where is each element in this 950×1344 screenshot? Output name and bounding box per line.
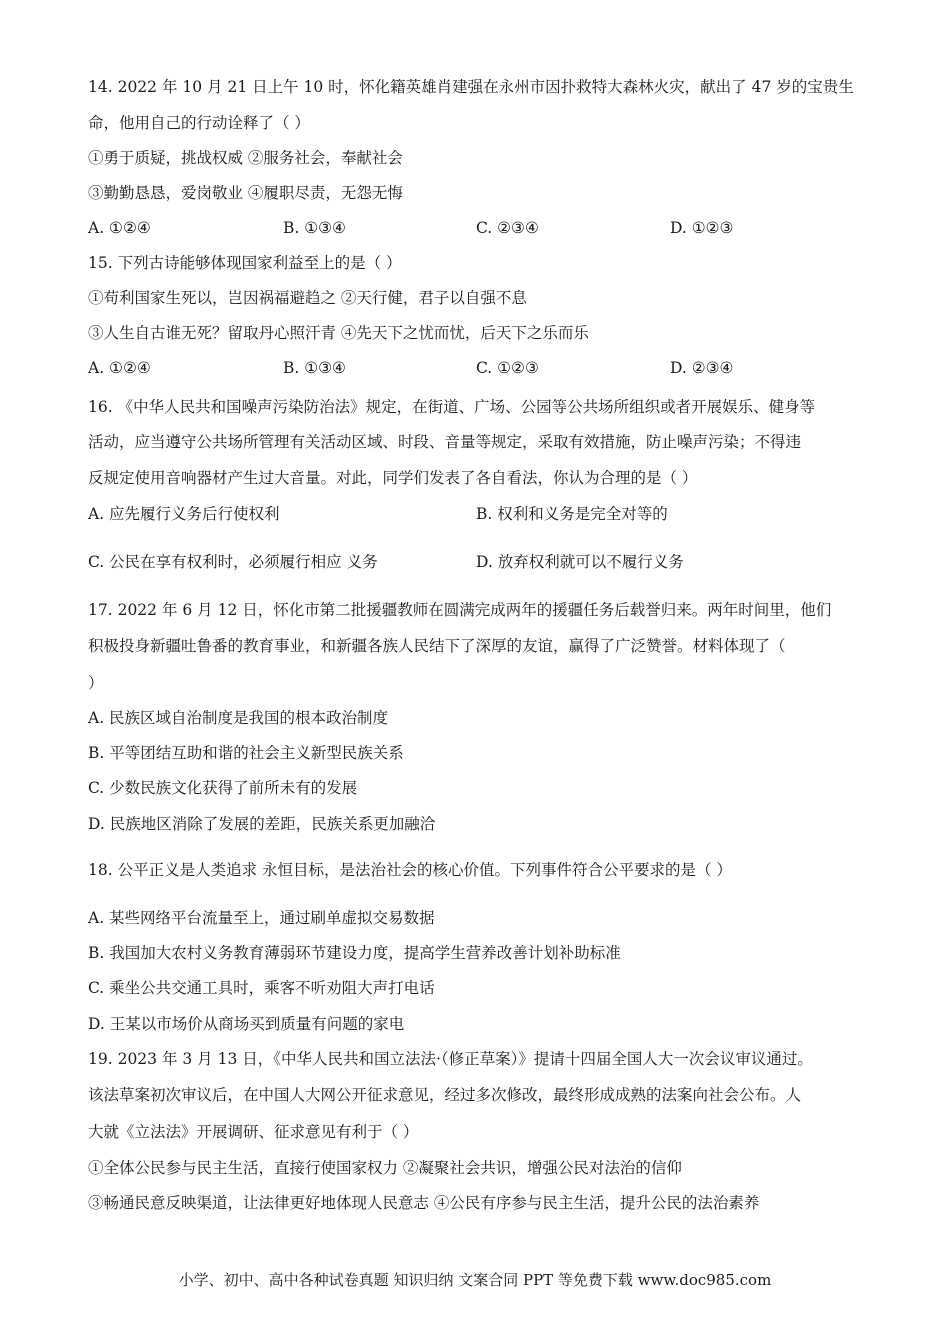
q17-option-b: B. 平等团结互助和谐的社会主义新型民族关系	[88, 744, 404, 762]
q15-option-d: D. ②③④	[670, 359, 734, 377]
q15-stem: 15. 下列古诗能够体现国家利益至上的是（ ）	[88, 254, 402, 272]
q14-option-d: D. ①②③	[670, 219, 734, 237]
q17-stem-line1: 17. 2022 年 6 月 12 日，怀化市第二批援疆教师在圆满完成两年的援疆任务后载誉归来。两年时间里，他们	[88, 601, 832, 619]
q16-option-d: D. 放弃权利就可以不履行义务	[476, 553, 684, 571]
q18-option-d: D. 王某以市场价从商场买到质量有问题的家电	[88, 1015, 405, 1033]
q14-option-b: B. ①③④	[283, 219, 346, 237]
q19-stem-line1: 19. 2023 年 3 月 13 日，《中华人民共和国立法法·（修正草案）》提请十四届全国人大一次会议审议通过。	[88, 1050, 813, 1068]
q17-option-a: A. 民族区域自治制度是我国的根本政治制度	[88, 709, 389, 727]
q16-option-b: B. 权利和义务是完全对等的	[476, 505, 668, 523]
q17-stem-line3: ）	[88, 674, 104, 692]
q18-option-c: C. 乘坐公共交通工具时，乘客不听劝阻大声打电话	[88, 979, 435, 997]
q16-option-c: C. 公民在享有权利时，必须履行相应 义务	[88, 553, 378, 571]
q19-stem-line3: 大就《立法法》开展调研、征求意见有利于（ ）	[88, 1123, 419, 1141]
q14-statements-1: ①勇于质疑，挑战权威 ②服务社会，奉献社会	[88, 149, 403, 167]
q14-statements-2: ③勤勤恳恳，爱岗敬业 ④履职尽责，无怨无悔	[88, 184, 403, 202]
q15-statements-1: ①苟利国家生死以，岂因祸福避趋之 ②天行健，君子以自强不息	[88, 289, 527, 307]
q17-option-d: D. 民族地区消除了发展的差距，民族关系更加融洽	[88, 815, 436, 833]
page-footer: 小学、初中、高中各种试卷真题 知识归纳 文案合同 PPT 等免费下载 www.doc985.com	[178, 1271, 772, 1289]
q19-stem-line2: 该法草案初次审议后，在中国人大网公开征求意见，经过多次修改，最终形成成熟的法案向社会公布。人	[88, 1086, 802, 1104]
q15-option-b: B. ①③④	[283, 359, 346, 377]
q18-option-b: B. 我国加大农村义务教育薄弱环节建设力度，提高学生营养改善计划补助标准	[88, 944, 621, 962]
q16-option-a: A. 应先履行义务后行使权利	[88, 505, 280, 523]
q15-statements-2: ③人生自古谁无死？留取丹心照汗青 ④先天下之忧而忧，后天下之乐而乐	[88, 324, 589, 342]
q19-statements-2: ③畅通民意反映渠道，让法律更好地体现人民意志 ④公民有序参与民主生活，提升公民的法治素养	[88, 1194, 760, 1212]
q14-option-a: A. ①②④	[88, 219, 151, 237]
q16-stem-line2: 活动，应当遵守公共场所管理有关活动区域、时段、音量等规定，采取有效措施，防止噪声污染；不得违	[88, 433, 802, 451]
q15-option-c: C. ①②③	[476, 359, 539, 377]
q14-stem-line2: 命，他用自己的行动诠释了（ ）	[88, 114, 310, 132]
q17-option-c: C. 少数民族文化获得了前所未有的发展	[88, 779, 358, 797]
q15-option-a: A. ①②④	[88, 359, 151, 377]
q17-stem-line2: 积极投身新疆吐鲁番的教育事业，和新疆各族人民结下了深厚的友谊，赢得了广泛赞誉。材料体现了（	[88, 637, 786, 655]
q16-stem-line1: 16. 《中华人民共和国噪声污染防治法》规定，在街道、广场、公园等公共场所组织或者开展娱乐、健身等	[88, 398, 816, 416]
q14-option-c: C. ②③④	[476, 219, 539, 237]
q16-stem-line3: 反规定使用音响器材产生过大音量。对此，同学们发表了各自看法，你认为合理的是（ ）	[88, 469, 698, 487]
q19-statements-1: ①全体公民参与民主生活，直接行使国家权力 ②凝聚社会共识，增强公民对法治的信仰	[88, 1159, 682, 1177]
q14-stem-line1: 14. 2022 年 10 月 21 日上午 10 时，怀化籍英雄肖建强在永州市因扑救特大森林火灾，献出了 47 岁的宝贵生	[88, 78, 854, 96]
q18-stem: 18. 公平正义是人类追求 永恒目标，是法治社会的核心价值。下列事件符合公平要求的是（ ）	[88, 861, 732, 879]
q18-option-a: A. 某些网络平台流量至上，通过刷单虚拟交易数据	[88, 909, 435, 927]
